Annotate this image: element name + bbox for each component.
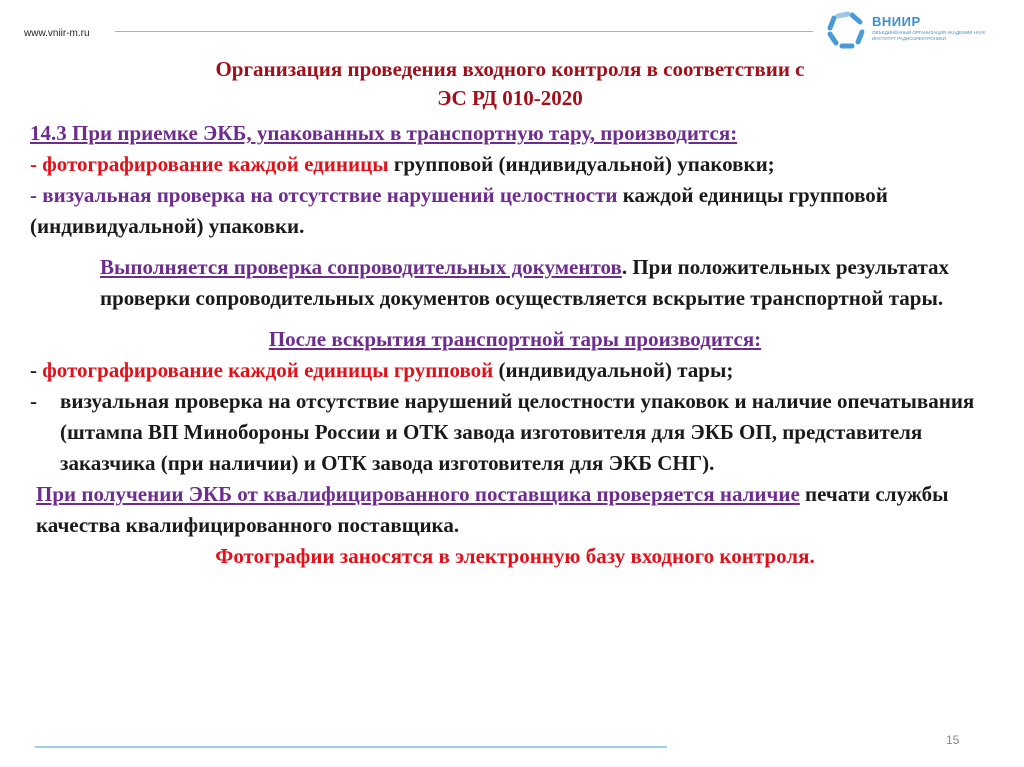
after-opening-item-1: - фотографирование каждой единицы групповой (индивидуальной) тары; xyxy=(30,358,734,382)
after-opening-item-2: - визуальная проверка на отсутствие нарушений целостности упаковок и наличие опечатывания (штампа ВП Минобороны России и ОТК завода изготовителя для ЭКБ ОП, представителя заказчика (при наличии) и ОТК завода изготовителя для ЭКБ СНГ). xyxy=(30,389,975,475)
slide-body xyxy=(30,118,1000,572)
qualified-supplier-lead: При получении ЭКБ от квалифицированного поставщика проверяется наличие xyxy=(36,482,800,506)
docs-check-lead: Выполняется проверка сопроводительных документов xyxy=(100,255,622,279)
vniir-logo xyxy=(824,10,1024,50)
slide-title xyxy=(90,55,930,113)
footer-divider xyxy=(35,746,667,748)
section-item-1: - фотографирование каждой единицы групповой (индивидуальной) упаковки; xyxy=(30,152,775,176)
header-divider xyxy=(115,31,813,32)
logo-subtitle: ОБЪЕДИНЁННЫЙ ОРГАНИЗАЦИЯ АКАДЕМИИ НАУК ИНСТИТУТ РАДИОЭЛЕКТРОНИКИ xyxy=(872,30,986,41)
page-number: 15 xyxy=(946,733,960,747)
site-url: www.vniir-m.ru xyxy=(24,28,90,39)
section-item-1-highlight: фотографирование каждой единицы xyxy=(42,152,389,176)
title-line-1: Организация проведения входного контроля в соответствии с xyxy=(215,57,805,81)
section-item-2-highlight: визуальная проверка на отсутствие нарушений целостности xyxy=(42,183,618,207)
logo-ring-icon xyxy=(824,10,868,50)
section-item-2: - визуальная проверка на отсутствие нарушений целостности каждой единицы групповой (индивидуальной) упаковки. xyxy=(30,183,888,238)
section-heading: 14.3 При приемке ЭКБ, упакованных в транспортную тару, производится: xyxy=(30,121,738,145)
after-opening-heading: После вскрытия транспортной тары производится: xyxy=(268,327,762,351)
title-line-2: ЭС РД 010-2020 xyxy=(437,86,583,110)
logo-name: ВНИИР xyxy=(872,14,921,29)
qualified-supplier-paragraph: При получении ЭКБ от квалифицированного поставщика проверяется наличие печати службы качества квалифицированного поставщика. xyxy=(36,482,949,537)
docs-check-paragraph: Выполняется проверка сопроводительных документов. При положительных результатах проверки сопроводительных документов осуществляется вскрытие транспортной тары. xyxy=(100,255,950,310)
footer-note: Фотографии заносятся в электронную базу входного контроля. xyxy=(215,544,815,568)
after-opening-item-1-highlight: фотографирование каждой единицы групповой xyxy=(42,358,494,382)
